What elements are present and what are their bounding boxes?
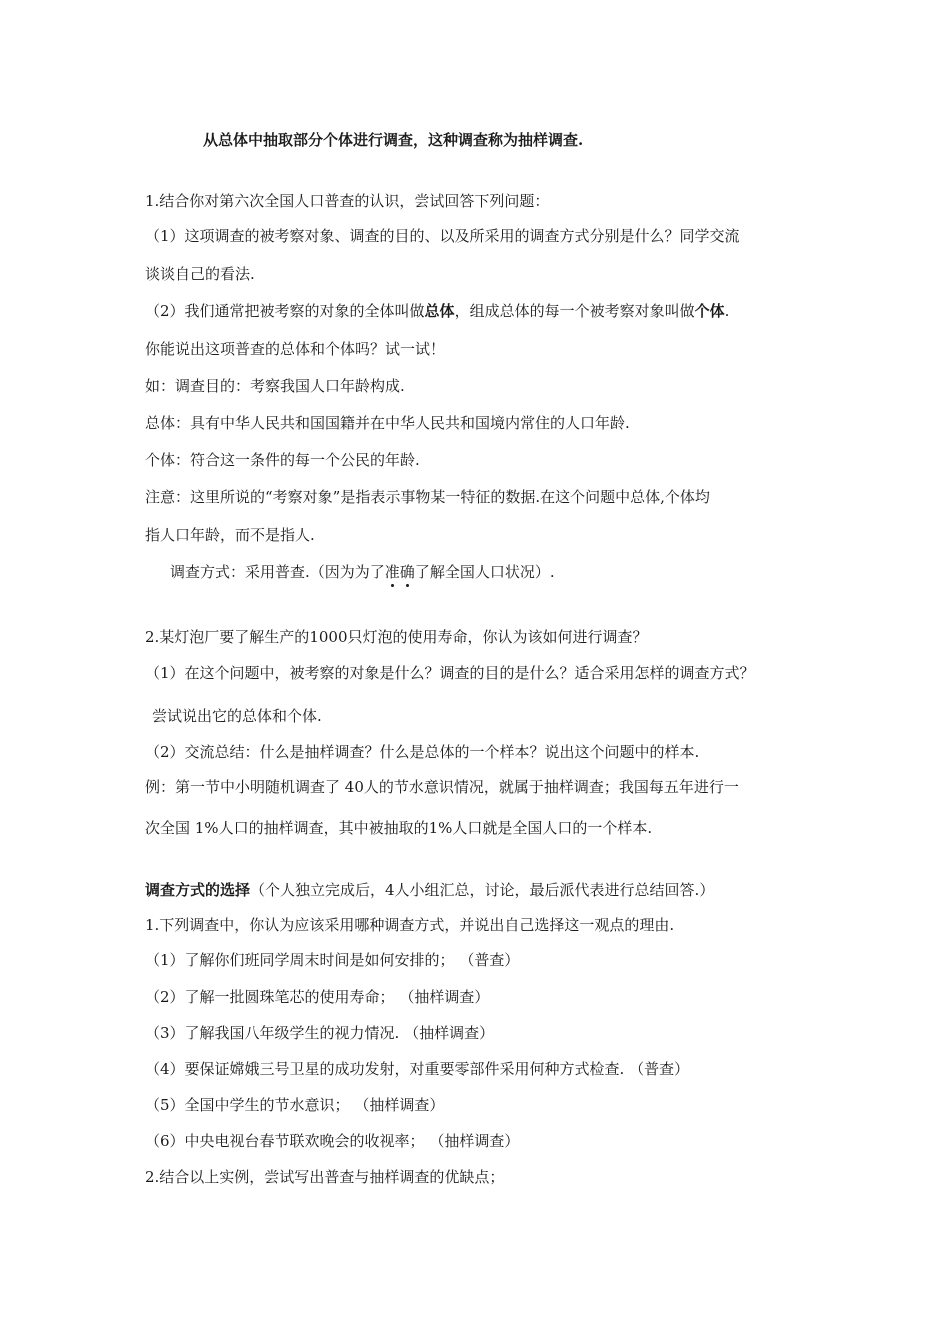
- population-text: 总体：具有中华人民共和国国籍并在中华人民共和国境内常住的人口年龄.: [145, 414, 630, 432]
- method-line: [170, 562, 555, 582]
- q1-part1-line1: （1）这项调查的被考察对象、调查的目的、以及所采用的调查方式分别是什么？同学交流: [145, 227, 740, 245]
- choice-question-1: 1.下列调查中，你认为应该采用哪种调查方式，并说出自己选择这一观点的理由.: [145, 916, 675, 934]
- emphasis-char-2: 确: [399, 563, 415, 581]
- q1-part2-mid: ，组成总体的每一个被考察对象叫做: [454, 302, 695, 320]
- term-population: 总体: [424, 302, 455, 320]
- q1-part2-post: .: [724, 302, 730, 320]
- q2-part1-line2: 尝试说出它的总体和个体.: [152, 707, 322, 725]
- q2-part2: （2）交流总结：什么是抽样调查？什么是总体的一个样本？说出这个问题中的样本.: [145, 743, 700, 761]
- example-line1: 例：第一节中小明随机调查了 40人的节水意识情况，就属于抽样调查；我国每五年进行一: [145, 778, 739, 796]
- list-item: （4）要保证嫦娥三号卫星的成功发射，对重要零部件采用何种方式检查. （普查）: [145, 1060, 690, 1078]
- q1-part2-line2: 你能说出这项普查的总体和个体吗？试一试！: [145, 340, 446, 358]
- list-item: （5）全国中学生的节水意识； （抽样调查）: [145, 1096, 445, 1114]
- emphasis-char-1: 准: [384, 563, 400, 581]
- note-line2: 指人口年龄，而不是指人.: [145, 526, 315, 544]
- method-post: 了解全国人口状况）.: [414, 563, 555, 581]
- individual-text: 个体：符合这一条件的每一个公民的年龄.: [145, 451, 420, 469]
- list-item: （2）了解一批圆珠笔芯的使用寿命； （抽样调查）: [145, 988, 490, 1006]
- q1-part2-line1: [145, 301, 729, 321]
- list-item: （3）了解我国八年级学生的视力情况. （抽样调查）: [145, 1024, 495, 1042]
- heading-definition: 从总体中抽取部分个体进行调查，这种调查称为抽样调查.: [203, 131, 584, 149]
- term-individual: 个体: [694, 302, 725, 320]
- list-item: （1）了解你们班同学周末时间是如何安排的； （普查）: [145, 951, 520, 969]
- choice-question-2: 2.结合以上实例，尝试写出普查与抽样调查的优缺点；: [145, 1168, 505, 1186]
- section-title-bold: 调查方式的选择: [145, 881, 251, 899]
- method-pre: 调查方式：采用普查.（因为为了: [170, 563, 385, 581]
- q2-part1-line1: （1）在这个问题中，被考察的对象是什么？调查的目的是什么？适合采用怎样的调查方式？: [145, 664, 755, 682]
- list-item: （6）中央电视台春节联欢晚会的收视率； （抽样调查）: [145, 1132, 520, 1150]
- question-1: 1.结合你对第六次全国人口普查的认识，尝试回答下列问题：: [145, 192, 550, 210]
- section-title-rest: （个人独立完成后，4人小组汇总，讨论，最后派代表进行总结回答.）: [250, 881, 715, 899]
- section-title: [145, 880, 714, 900]
- note-line1: 注意：这里所说的“考察对象”是指表示事物某一特征的数据.在这个问题中总体,个体均: [145, 488, 710, 506]
- question-2: 2.某灯泡厂要了解生产的1000只灯泡的使用寿命，你认为该如何进行调查？: [145, 628, 648, 646]
- example-purpose: 如：调查目的：考察我国人口年龄构成.: [145, 377, 405, 395]
- q1-part1-line2: 谈谈自己的看法.: [145, 265, 255, 283]
- example-line2: 次全国 1%人口的抽样调查，其中被抽取的1%人口就是全国人口的一个样本.: [145, 819, 653, 837]
- q1-part2-pre: （2）我们通常把被考察的对象的全体叫做: [145, 302, 425, 320]
